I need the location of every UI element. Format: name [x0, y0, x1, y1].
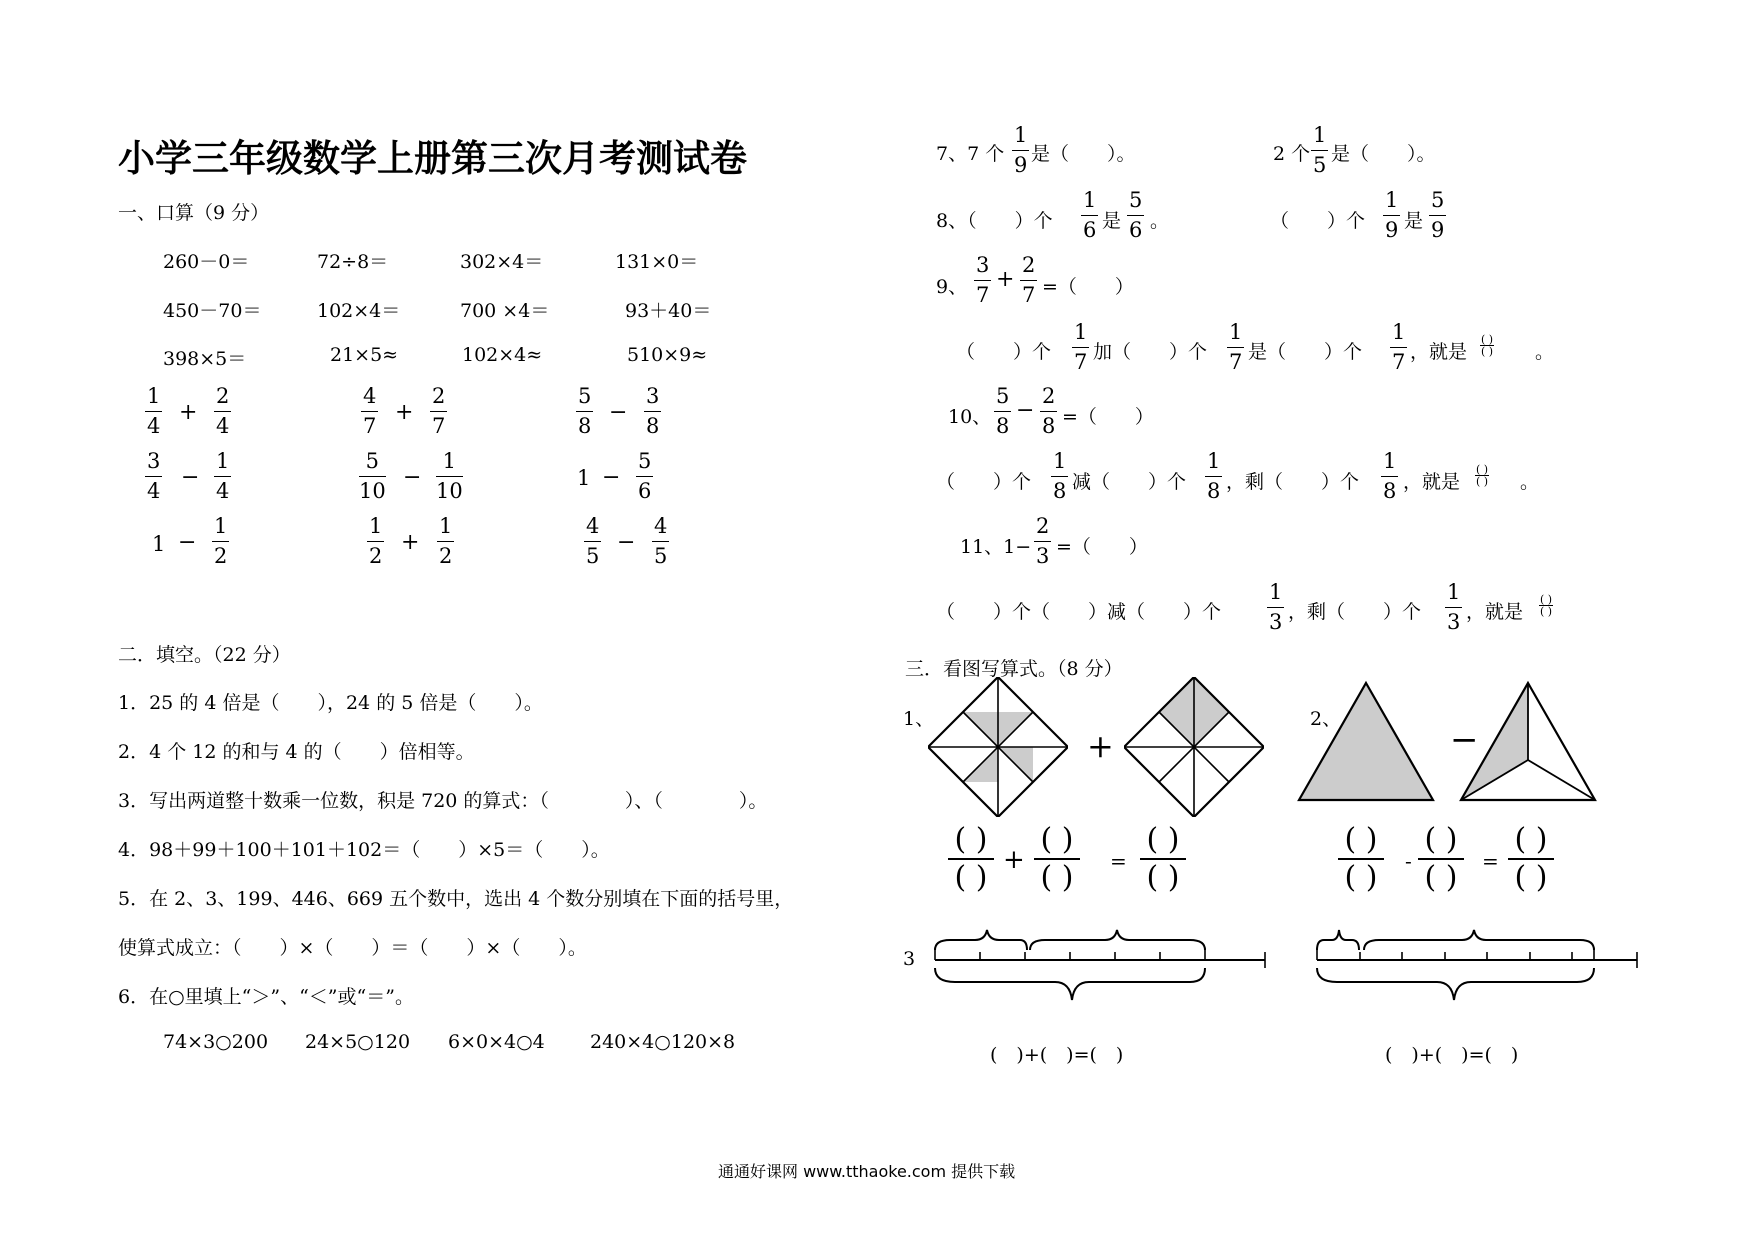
calc-item: 102×4＝ [317, 300, 401, 322]
compare-item: 6×0×4○4 [448, 1031, 545, 1053]
q11-suffix: =（ ） [1056, 536, 1148, 558]
triangle-figure-2 [1458, 680, 1598, 805]
calc-item: 700 ×4＝ [460, 300, 550, 322]
question-3: 3．写出两道整十数乘一位数，积是 720 的算式：（ ）、（ ）。 [118, 790, 768, 812]
fraction: 1 6 [1083, 188, 1097, 242]
fraction: 1 4 [147, 384, 161, 438]
operator: − [178, 530, 197, 555]
operator: + [401, 530, 420, 555]
section3-header: 三．看图写算式。（8 分） [905, 658, 1123, 680]
fraction: 1 2 [439, 514, 453, 568]
fraction: 3 4 [147, 449, 161, 503]
calc-item: 450－70＝ [163, 300, 262, 322]
compare-item: 24×5○120 [305, 1031, 411, 1053]
operator: − [617, 530, 636, 555]
page-title: 小学三年级数学上册第三次月考测试卷 [118, 137, 747, 180]
q9-label: 9、 [936, 276, 968, 298]
fraction: 1 3 [1447, 580, 1461, 634]
q7a-suffix: 是（ ）。 [1031, 143, 1136, 165]
fraction: 4 7 [363, 384, 377, 438]
fraction: 1 8 [1053, 449, 1067, 503]
q11-line-part: （ ）个（ ）减（ ）个 [936, 601, 1222, 623]
q10-label: 10、 [948, 406, 992, 428]
blank-fraction: ( ) ( ) [1539, 593, 1553, 618]
calc-item: 260－0＝ [163, 251, 250, 273]
fraction: 5 6 [638, 449, 652, 503]
sum-equation-1: ( )+( )=( ) [990, 1044, 1124, 1066]
calc-item: 131×0＝ [615, 251, 699, 273]
figure-1-label: 1、 [903, 708, 935, 730]
shaded-part [1194, 677, 1229, 747]
q9-line-part: （ ）个 [956, 341, 1052, 363]
question-5-line2: 使算式成立：（ ）×（ ）＝（ ）×（ ）。 [118, 937, 587, 959]
q9-suffix: =（ ） [1042, 276, 1134, 298]
number-line-diagram-2 [1312, 910, 1642, 1020]
calc-item: 510×9≈ [627, 344, 708, 366]
plus-sign: + [1003, 845, 1025, 875]
q7a-prefix: 7、7 个 [936, 143, 1005, 165]
q9-line-part: 加（ ）个 [1093, 341, 1208, 363]
question-2: 2．4 个 12 的和与 4 的（ ）倍相等。 [118, 741, 475, 763]
q10-line-part: ，就是 [1403, 471, 1461, 493]
q10-line-end: 。 [1520, 471, 1540, 493]
question-6: 6．在○里填上“＞”、“＜”或“＝”。 [118, 986, 414, 1008]
fraction: 4 5 [654, 514, 668, 568]
blank-fraction: ( ) ( ) [1475, 463, 1489, 488]
figure-2-label: 2、 [1310, 708, 1342, 730]
operator: − [403, 465, 422, 490]
whole-number: 1 [152, 532, 166, 556]
q11-line-part: ，剩（ ）个 [1288, 601, 1422, 623]
fraction: 1 9 [1385, 188, 1399, 242]
fraction: 2 7 [1022, 253, 1036, 307]
fraction: 2 7 [432, 384, 446, 438]
operator: − [609, 400, 628, 425]
operator: + [179, 400, 198, 425]
fraction: 1 10 [436, 449, 463, 503]
question-3-label: 3 [903, 948, 916, 970]
calc-item: 72÷8＝ [317, 251, 389, 273]
sum-equation-2: ( )+( )=( ) [1385, 1044, 1519, 1066]
diamond-figure-2 [1124, 677, 1264, 817]
whole-number: 1 [577, 466, 591, 490]
q10-line-part: ，剩（ ）个 [1226, 471, 1360, 493]
q8a-suffix: 。 [1150, 210, 1170, 232]
blank-fraction: ( ) ( ) [1140, 825, 1186, 893]
q8a-mid: 是 [1102, 210, 1122, 232]
fraction: 1 5 [1313, 123, 1327, 177]
diamond-figure-1 [928, 677, 1068, 817]
operator: + [996, 267, 1015, 292]
fraction: 5 8 [578, 384, 592, 438]
number-line-diagram-1 [930, 910, 1270, 1020]
operator: − [602, 465, 621, 490]
triangle-figure-1 [1296, 680, 1436, 805]
blank-fraction: ( ) ( ) [1508, 825, 1554, 893]
q11-label: 11、1− [960, 536, 1032, 558]
q7b-suffix: 是（ ）。 [1331, 143, 1436, 165]
fraction: 5 6 [1129, 188, 1143, 242]
blank-fraction: ( ) ( ) [1338, 825, 1384, 893]
fraction: 1 7 [1074, 320, 1088, 374]
fraction: 2 8 [1042, 384, 1056, 438]
q9-line-part: 是（ ）个 [1248, 341, 1363, 363]
fraction: 5 9 [1431, 188, 1445, 242]
compare-item: 74×3○200 [163, 1031, 269, 1053]
minus-sign: − [1450, 720, 1479, 760]
question-4: 4．98＋99＋100＋101＋102＝（ ）×5＝（ ）。 [118, 839, 610, 861]
equals-sign: = [1482, 849, 1499, 873]
minus-sign: - [1405, 849, 1412, 873]
blank-fraction: ( ) ( ) [1418, 825, 1464, 893]
fraction: 1 2 [214, 514, 228, 568]
operator: − [1016, 398, 1035, 423]
fraction: 1 3 [1269, 580, 1283, 634]
fraction: 2 4 [216, 384, 230, 438]
fraction: 1 9 [1014, 123, 1028, 177]
fraction: 1 7 [1392, 320, 1406, 374]
fraction: 5 10 [359, 449, 386, 503]
calc-item: 302×4＝ [460, 251, 544, 273]
calc-item: 398×5＝ [163, 348, 247, 370]
section1-header: 一、口算（9 分） [118, 202, 270, 224]
fraction: 1 8 [1207, 449, 1221, 503]
fraction: 3 8 [646, 384, 660, 438]
blank-fraction: ( ) ( ) [948, 825, 994, 893]
calc-item: 93＋40＝ [625, 300, 712, 322]
calc-item: 102×4≈ [462, 344, 543, 366]
plus-sign: + [1087, 727, 1114, 765]
q8b-mid: 是 [1404, 210, 1424, 232]
section2-header: 二．填空。（22 分） [118, 644, 291, 666]
question-5-line1: 5．在 2、3、199、446、669 五个数中，选出 4 个数分别填在下面的括号里， [118, 888, 794, 910]
equals-sign: = [1110, 849, 1127, 873]
footer-text: 通通好课网 www.tthaoke.com 提供下载 [718, 1162, 1016, 1181]
q10-suffix: =（ ） [1062, 406, 1154, 428]
q9-line-end: 。 [1535, 341, 1555, 363]
q8b-prefix: （ ）个 [1270, 210, 1366, 232]
q7b-prefix: 2 个 [1273, 143, 1311, 165]
fraction: 1 8 [1383, 449, 1397, 503]
fraction: 2 3 [1036, 514, 1050, 568]
calc-item: 21×5≈ [330, 344, 399, 366]
fraction: 1 7 [1229, 320, 1243, 374]
q10-line-part: （ ）个 [936, 471, 1032, 493]
question-1: 1．25 的 4 倍是（ ），24 的 5 倍是（ ）。 [118, 692, 543, 714]
q9-line-part: ，就是 [1410, 341, 1468, 363]
operator: − [181, 465, 200, 490]
blank-fraction: ( ) ( ) [1034, 825, 1080, 893]
q11-line-part: ，就是 [1466, 601, 1524, 623]
fraction: 1 2 [369, 514, 383, 568]
compare-item: 240×4○120×8 [590, 1031, 736, 1053]
shaded-part [1159, 677, 1194, 747]
operator: + [395, 400, 414, 425]
fraction: 5 8 [996, 384, 1010, 438]
q10-line-part: 减（ ）个 [1072, 471, 1187, 493]
q8a-prefix: 8、（ ）个 [936, 210, 1053, 232]
fraction: 4 5 [586, 514, 600, 568]
fraction: 1 4 [216, 449, 230, 503]
blank-fraction: ( ) ( ) [1480, 333, 1494, 358]
fraction: 3 7 [976, 253, 990, 307]
